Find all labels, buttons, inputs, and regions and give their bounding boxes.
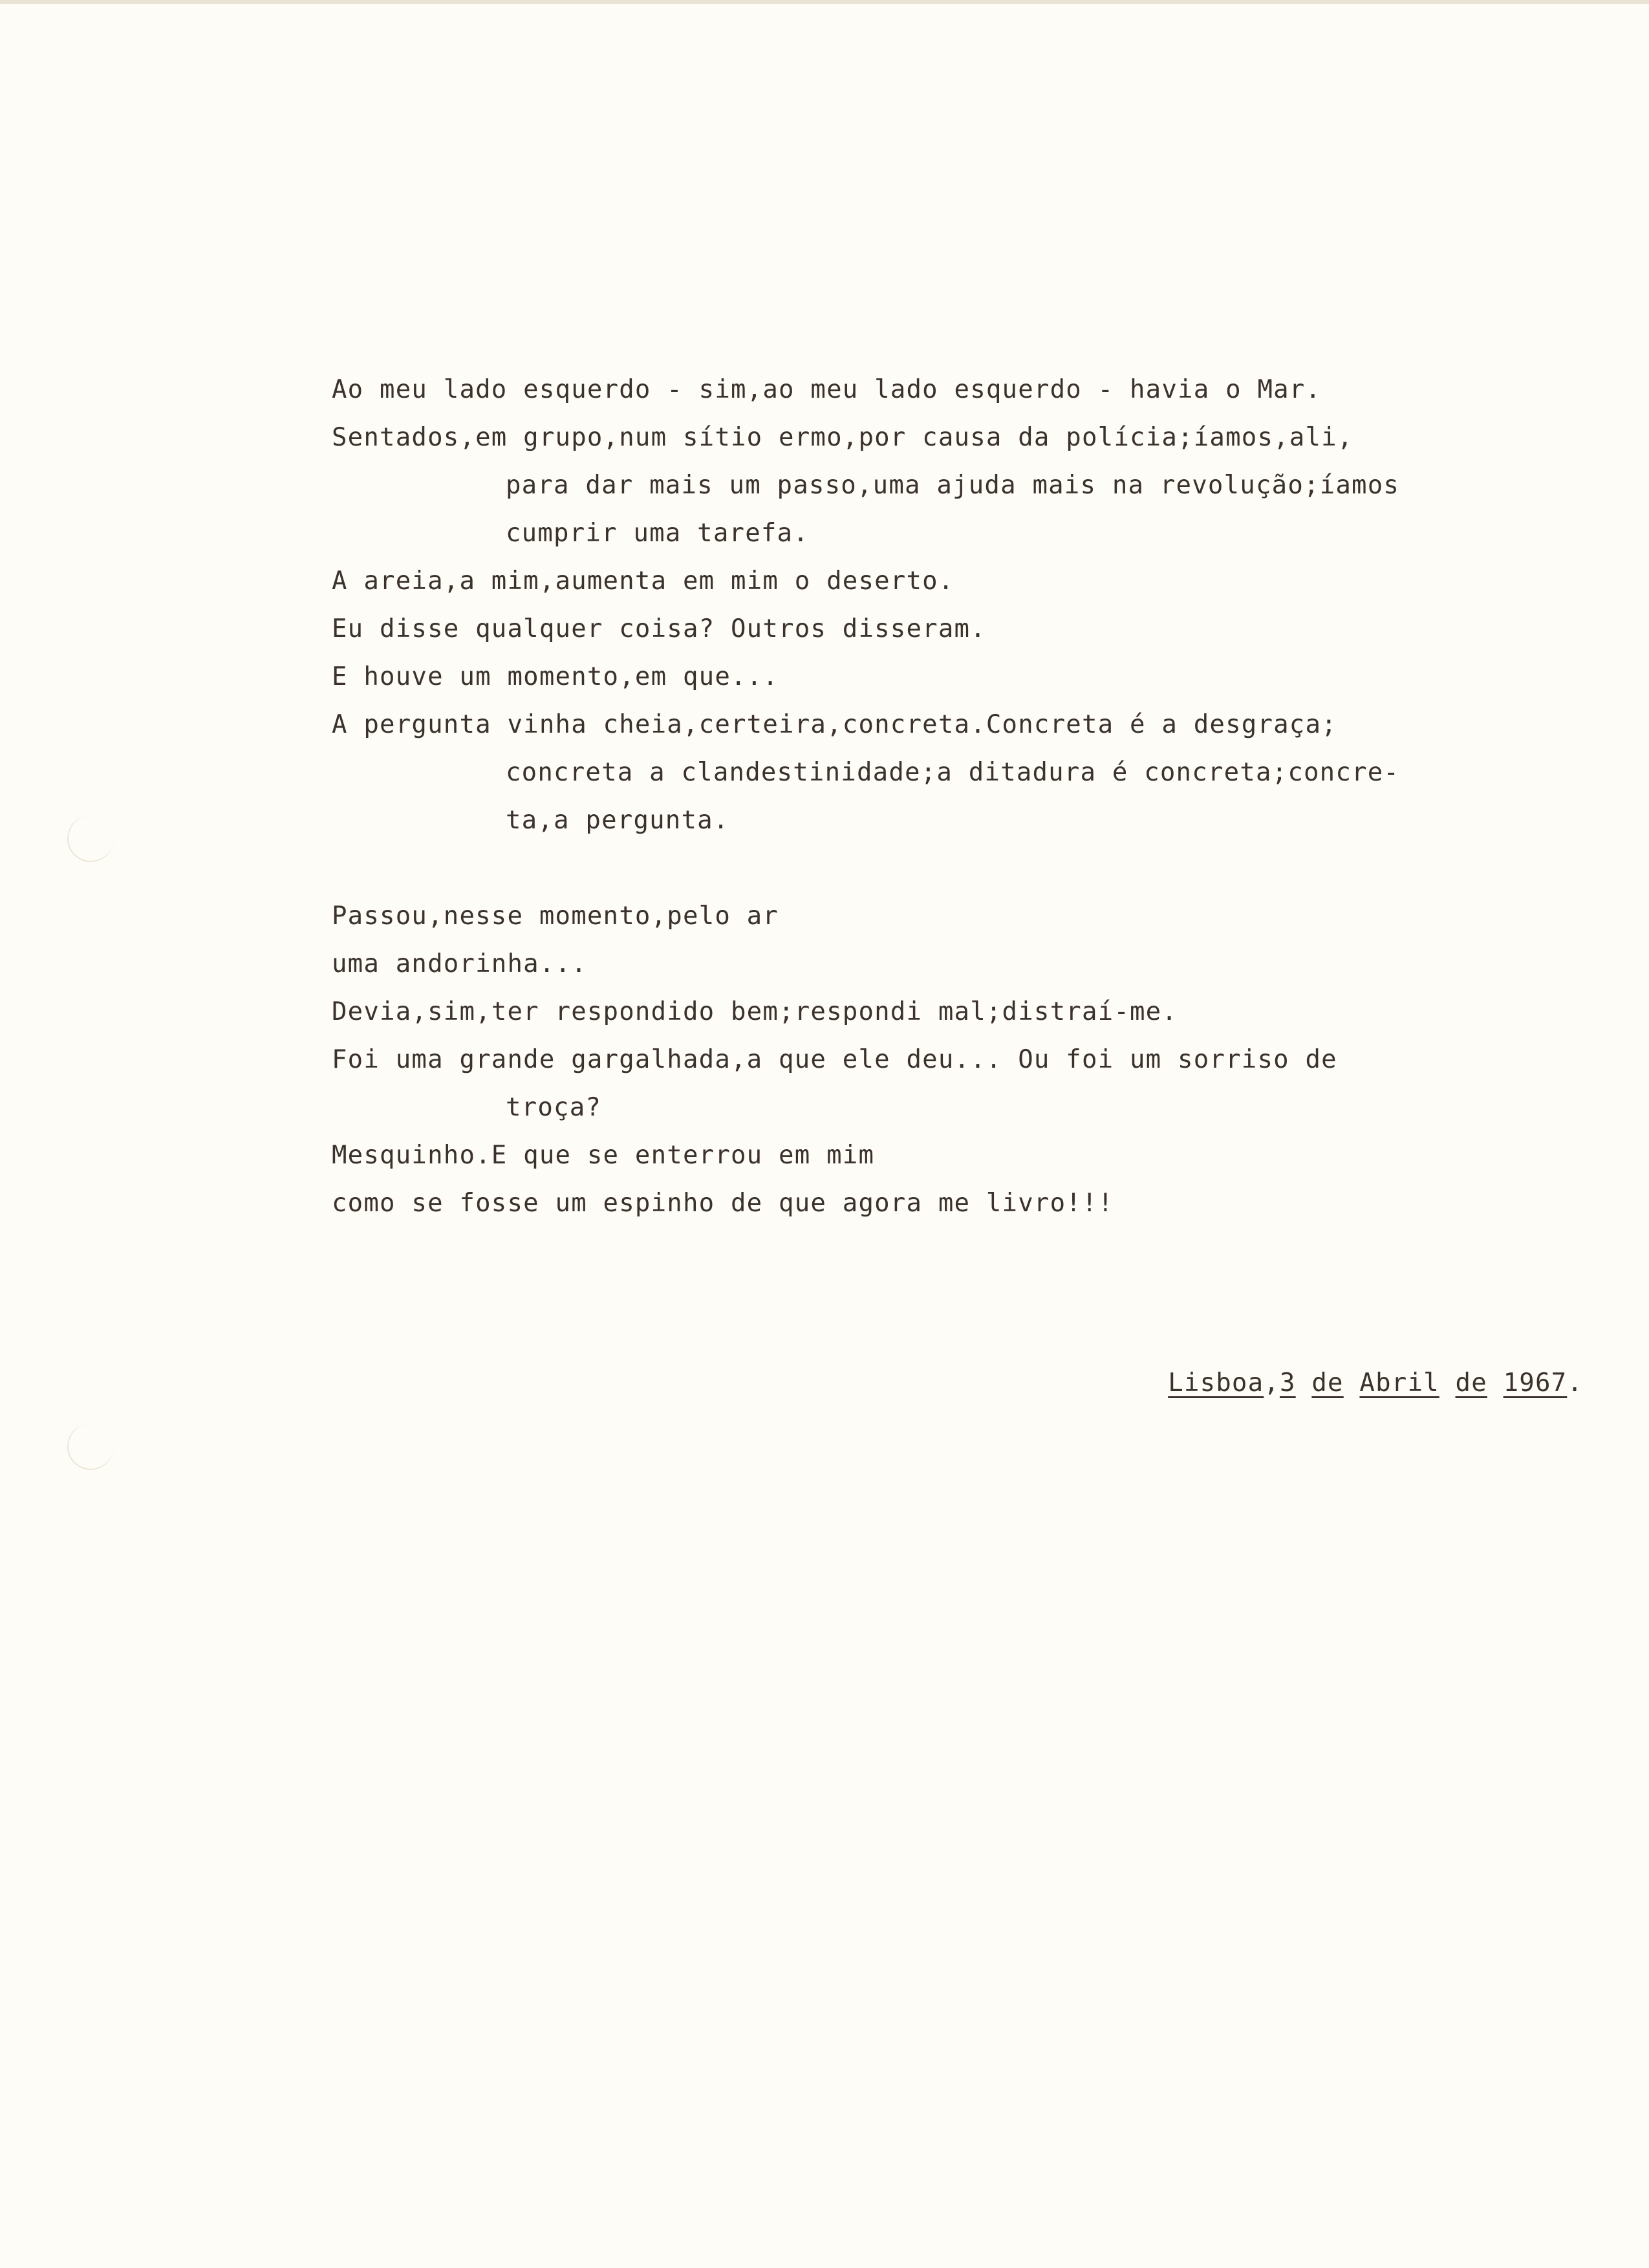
poem-line: A pergunta vinha cheia,certeira,concreta.Concreta é a desgraça;	[332, 710, 1337, 739]
poem-line: Eu disse qualquer coisa? Outros disseram.	[332, 614, 986, 643]
poem-line: como se fosse um espinho de que agora me livro!!!	[332, 1189, 1114, 1218]
poem-line: ta,a pergunta.	[506, 806, 729, 835]
poem-line: Sentados,em grupo,num sítio ermo,por causa da polícia;íamos,ali,	[332, 423, 1353, 452]
poem-line: para dar mais um passo,uma ajuda mais na revolução;íamos	[506, 471, 1400, 500]
poem-line: Devia,sim,ter respondido bem;respondi mal;distraí-me.	[332, 997, 1178, 1026]
poem-line: Ao meu lado esquerdo - sim,ao meu lado esquerdo - havia o Mar.	[332, 375, 1322, 404]
poem-line: Mesquinho.E que se enterrou em mim	[332, 1141, 875, 1170]
poem-line: concreta a clandestinidade;a ditadura é concreta;concre-	[506, 758, 1400, 787]
signature-year: 1967	[1503, 1368, 1568, 1398]
poem-body	[332, 366, 1612, 1227]
signature-end: .	[1567, 1368, 1583, 1398]
poem-line: Passou,nesse momento,pelo ar	[332, 902, 779, 931]
place-date-signature	[1168, 1368, 1583, 1398]
poem-line: troça?	[506, 1093, 602, 1122]
poem-line: A areia,a mim,aumenta em mim o deserto.	[332, 567, 954, 596]
punch-hole-mark	[67, 1423, 114, 1470]
signature-separator: ,	[1264, 1368, 1280, 1398]
signature-de: de	[1455, 1368, 1487, 1398]
poem-line: E houve um momento,em que...	[332, 662, 779, 691]
poem-line: uma andorinha...	[332, 949, 587, 978]
punch-hole-mark	[67, 815, 114, 862]
poem-line: Foi uma grande gargalhada,a que ele deu... Ou foi um sorriso de	[332, 1045, 1337, 1074]
signature-de: de	[1311, 1368, 1344, 1398]
stanza-break	[332, 845, 1612, 892]
signature-month: Abril	[1359, 1368, 1439, 1398]
signature-place: Lisboa	[1168, 1368, 1264, 1398]
poem-line: cumprir uma tarefa.	[506, 519, 809, 548]
signature-day: 3	[1279, 1368, 1296, 1398]
